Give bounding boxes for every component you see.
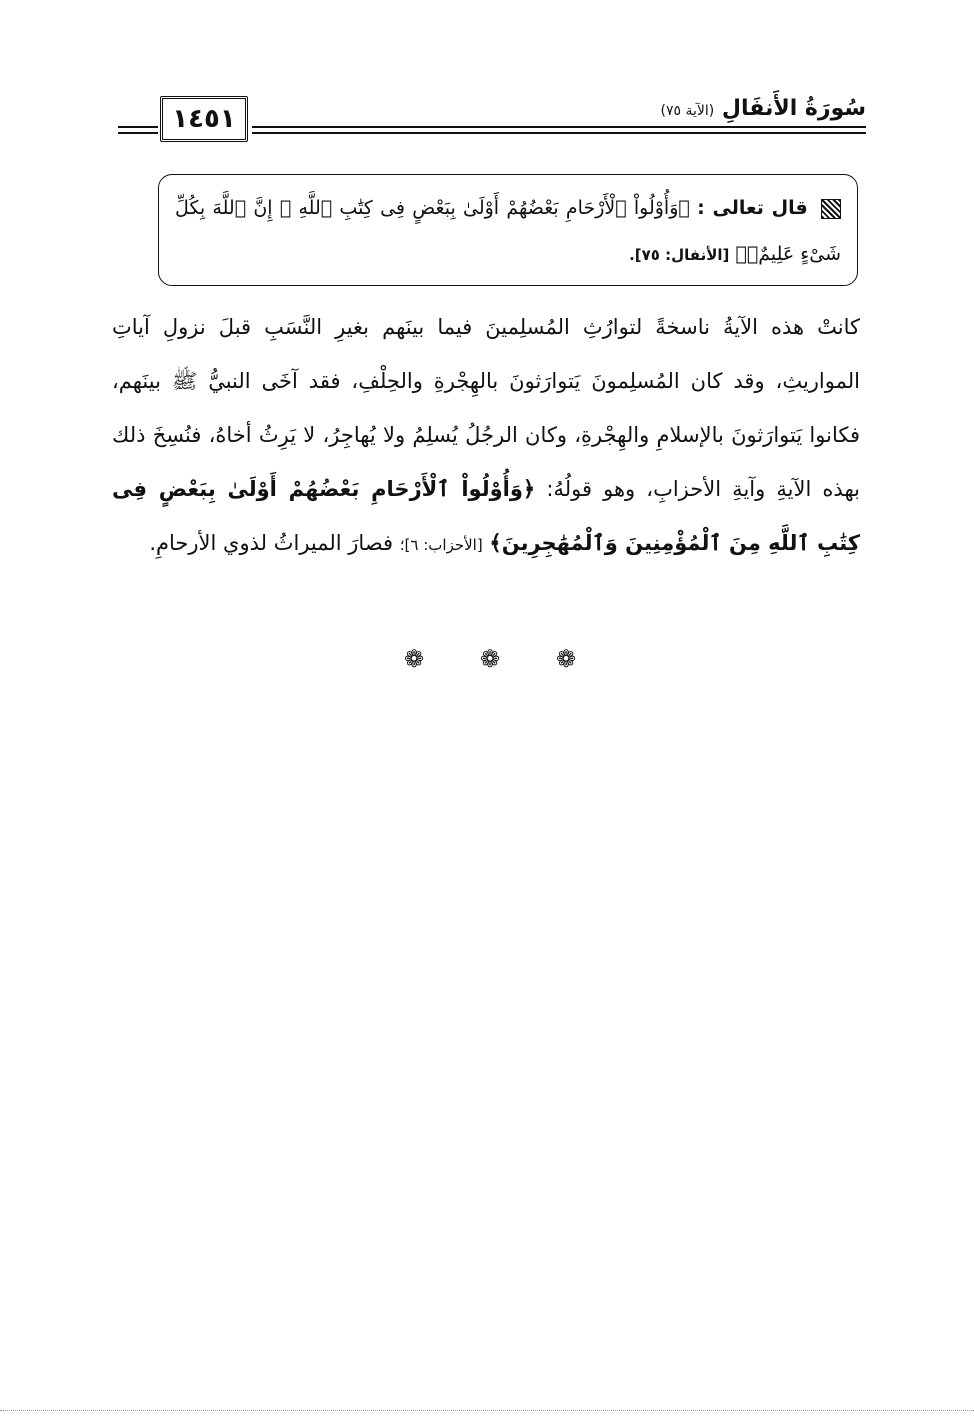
- paragraph-conclusion: فصارَ الميراثُ لذوي الأرحامِ.: [149, 531, 394, 555]
- flower-ornament-icon: ❁: [555, 645, 577, 673]
- footer-divider: [0, 1410, 974, 1412]
- quran-quote: ﴿وَأُوْلُواْ ٱلْأَرْحَامِ بَعْضُهُمْ أَوْلَىٰ بِبَعْضٍ فِى كِتَٰبِ ٱللَّهِ مِنَ ٱلْمُؤْمِنِينَ وَٱلْمُهَٰجِرِينَ﴾: [112, 477, 860, 555]
- header-rule-right-top: [252, 126, 866, 128]
- quote-reference: [الأحزاب: ٦]؛: [399, 536, 483, 554]
- ayah-verse: ﴿وَأُوْلُواْ ٱلْأَرْحَامِ بَعْضُهُمْ أَوْلَىٰ بِبَعْضٍ فِى كِتَٰبِ ٱللَّهِ ۗ إِنَّ ٱللَّهَ بِكُلِّ شَىْءٍ عَلِيمٌۢ﴾: [175, 197, 841, 265]
- header-rule-left-bottom: [118, 132, 158, 134]
- flower-ornament-icon: ❁: [403, 645, 425, 673]
- ayah-lead: قال تعالى :: [697, 197, 808, 219]
- page-number-box: [160, 96, 248, 142]
- header-rule-right-bottom: [252, 132, 866, 134]
- verse-label: (الآية ٧٥): [660, 103, 715, 119]
- page-number: ١٤٥١: [172, 104, 236, 134]
- section-divider: [400, 644, 580, 674]
- ornament-marker-icon: [821, 199, 841, 219]
- page-header: [118, 92, 866, 148]
- commentary-paragraph: [112, 300, 860, 572]
- running-head: [661, 96, 867, 121]
- ayah-box: [158, 174, 858, 286]
- flower-ornament-icon: ❁: [479, 645, 501, 673]
- paragraph-text: كانتْ هذه الآيةُ ناسخةً لتوارُثِ المُسلِمينَ فيما بينَهم بغيرِ النَّسَبِ قبلَ نزولِ آياتِ المواريثِ، وقد كان المُسلِمونَ يَتوارَثونَ بالهِجْرةِ والحِلْفِ، فقد آخَى النبيُّ ﷺ بينَهم، فكانوا يَتوارَثونَ بالإسلامِ والهِجْرةِ، وكان الرجُلُ يُسلِمُ ولا يُهاجِرُ، لا يَرِثُ أخاهُ، فنُسِخَ ذلك بهذه الآيةِ وآيةِ الأحزابِ، وهو قولُهُ:: [112, 315, 860, 501]
- header-rule-left-top: [118, 126, 158, 128]
- surah-title: سُورَةُ الأَنفَالِ: [721, 96, 866, 121]
- ayah-reference: [الأنفال: ٧٥].: [629, 246, 730, 264]
